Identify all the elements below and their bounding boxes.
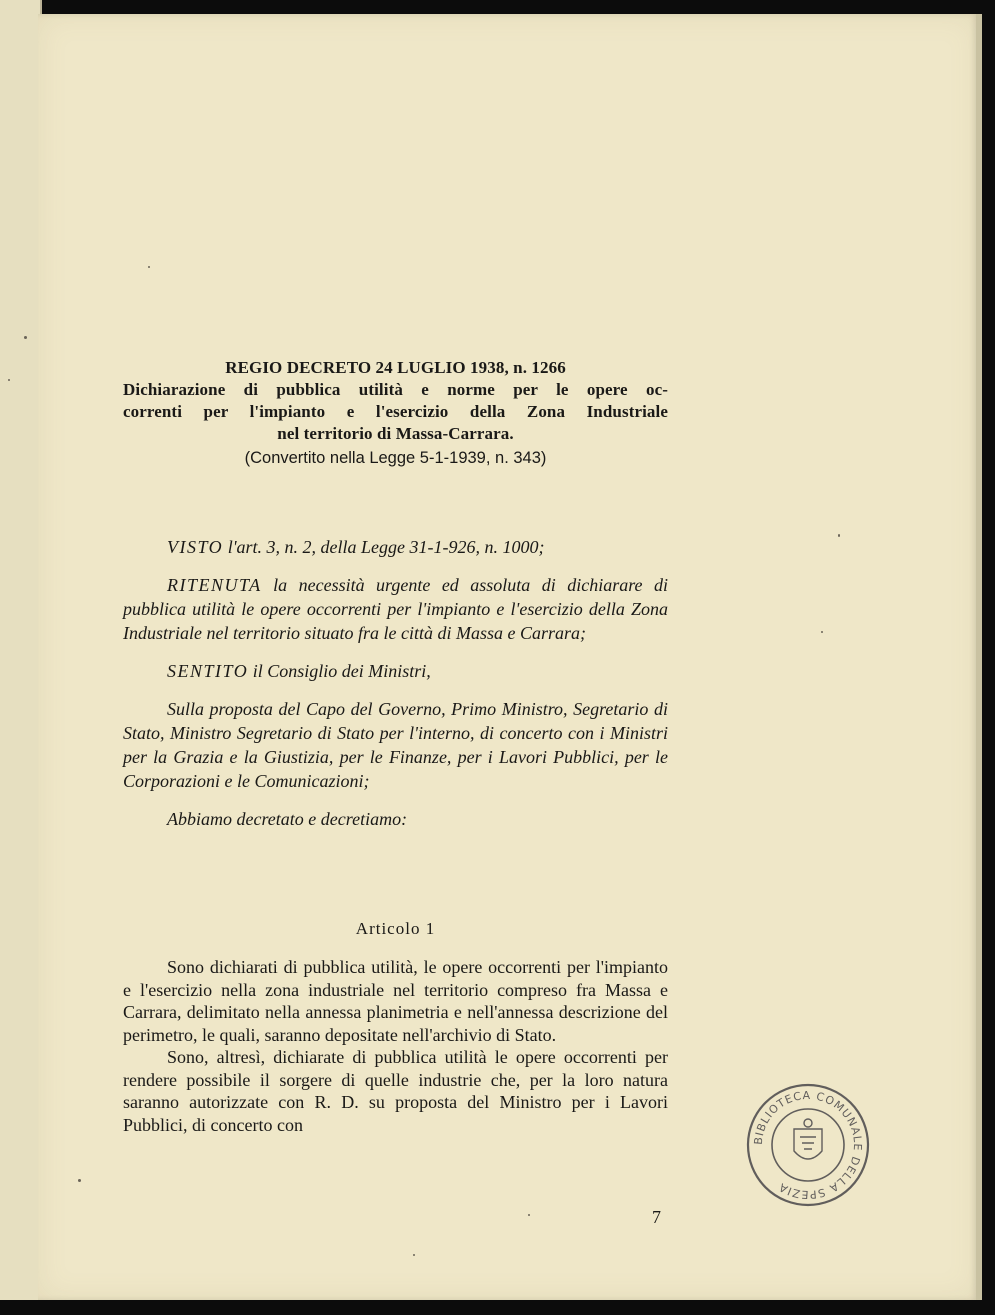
preamble-proposta: Sulla proposta del Capo del Governo, Primo Ministro, Segretario di Stato, Ministro Segretario di Stato per l'interno, di concerto con i Ministri per la Grazia e la Giustizia, per le Finanze, per i Lavori Pubblici, per le Corporazioni e le Comunicazioni;	[123, 699, 668, 791]
decree-subject-line-1: Dichiarazione di pubblica utilità e norme per le opere oc-	[123, 380, 668, 399]
article-title: Articolo 1	[355, 919, 436, 938]
preamble-sentito: SENTITO il Consiglio dei Ministri,	[167, 661, 431, 681]
article-paragraph: Sono dichiarati di pubblica utilità, le opere occorrenti per l'impianto e l'esercizio nella zona industriale nel territorio compreso fra Massa e Carrara, delimitato nella annessa planimetria e nell'annessa descrizione del perimetro, le quali, saranno depositate nell'archivio di Stato.	[123, 957, 668, 1045]
preamble-ritenuta: RITENUTA la necessità urgente ed assoluta di dichiarare di pubblica utilità le opere occorrenti per l'impianto e l'esercizio della Zona Industriale nel territorio situato fra le città di Massa e Carrara;	[123, 575, 668, 643]
coat-of-arms-icon	[794, 1119, 822, 1159]
preamble-visto: VISTO l'art. 3, n. 2, della Legge 31-1-926, n. 1000;	[167, 537, 545, 557]
svg-text:BIBLIOTECA COMUNALE DELLA SPEZ	[752, 1089, 864, 1201]
facing-page-edge	[0, 0, 42, 1300]
page-number: 7	[652, 1207, 661, 1227]
decree-subject-line-3: nel territorio di Massa-Carrara.	[277, 424, 514, 443]
conversion-note: (Convertito nella Legge 5-1-1939, n. 343)	[244, 449, 547, 467]
page-edge	[976, 14, 982, 1300]
preamble	[123, 535, 668, 845]
decree-title: REGIO DECRETO 24 LUGLIO 1938, n. 1266	[225, 358, 566, 377]
library-stamp	[744, 1081, 872, 1209]
article-paragraph: Sono, altresì, dichiarate di pubblica utilità le opere occorrenti per rendere possibile il sorgere di quelle industrie che, per la loro natura saranno autorizzate con R. D. su proposta del Ministro per i Lavori Pubblici, di concerto con	[123, 1047, 668, 1135]
stamp-text: BIBLIOTECA COMUNALE DELLA SPEZIA	[751, 1088, 865, 1202]
preamble-decretiamo: Abbiamo decretato e decretiamo:	[167, 809, 408, 829]
decree-header	[123, 357, 668, 469]
decree-subject-line-2: correnti per l'impianto e l'esercizio della Zona Industriale	[123, 402, 668, 421]
document-page	[38, 14, 978, 1300]
article-body	[123, 956, 668, 1136]
